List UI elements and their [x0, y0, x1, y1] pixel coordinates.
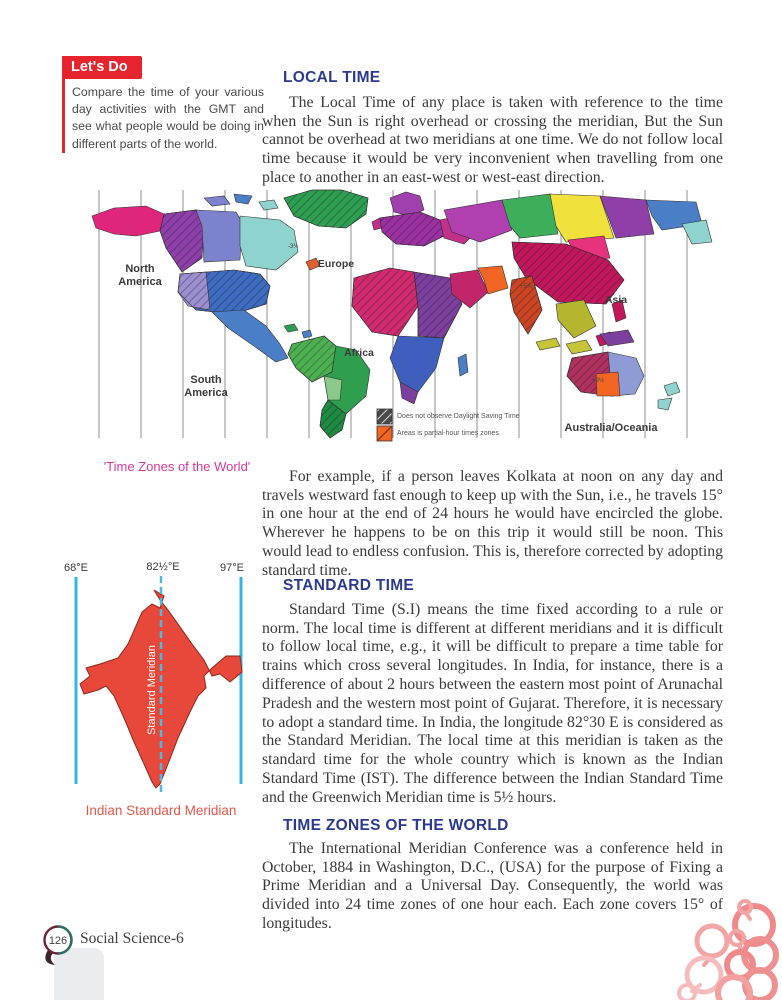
label-australia-oceania: Australia/Oceania — [564, 422, 658, 434]
lets-do-box — [62, 56, 264, 153]
label-south-america: South — [190, 374, 222, 386]
heading-time-zones: TIME ZONES OF THE WORLD — [283, 816, 509, 834]
legend-partial-hour-label: Areas is partial-hour times zones — [397, 430, 499, 437]
india-map-graphic — [56, 560, 252, 796]
page-number: 126 — [48, 935, 68, 947]
world-time-zones-map — [84, 186, 716, 452]
decorative-circles — [642, 893, 782, 1000]
legend-dst-swatch — [377, 409, 392, 424]
india-meridian-figure — [56, 560, 252, 818]
label-asia: Asia — [604, 294, 628, 306]
svg-text:America: America — [118, 276, 162, 288]
lets-do-title: Let's Do — [62, 56, 142, 79]
label-82half-e: 82½°E — [146, 561, 180, 573]
continent-shapes — [92, 190, 712, 438]
book-title: Social Science-6 — [80, 930, 184, 947]
page-number-badge — [40, 924, 76, 968]
para-time-zones: The International Meridian Conference was a conference held in October, 1884 in Washington, D.C., (USA) for the purpose of Fixing a Prime Meridian and a Universal Day. Consequently, the world was divided into 24 time zones of one hour each. Each zone covers 15° of longitudes. — [262, 839, 723, 932]
svg-text:-3½: -3½ — [288, 244, 299, 250]
label-97e: 97°E — [220, 562, 244, 574]
india-map-caption: Indian Standard Meridian — [85, 803, 237, 818]
svg-text:America: America — [184, 387, 228, 399]
label-africa: Africa — [344, 347, 374, 359]
heading-standard-time: STANDARD TIME — [283, 576, 415, 594]
para-standard-time: Standard Time (S.I) means the time fixed according to a rule or norm. The local time is different at different meridians and it is difficult to follow local time, e.g., it will be difficult to prepare a time table for trains which cross several longitudes. In India, for instance, there is a difference of about 2 hours between the eastern most point of Arunachal Pradesh and the western most point of Gujarat. Therefore, it is necessary to adopt a standard time. In India, the longitude 82°30 E is considered as the Standard Meridian. The local time at this meridian is taken as the standard time for the whole country which is known as the Indian Standard Time (IST). The difference between the Indian Standard Time and the Greenwich Meridian time is 5½ hours. — [262, 600, 723, 806]
world-map-graphic — [84, 186, 716, 452]
world-map-caption: 'Time Zones of the World' — [103, 459, 251, 474]
label-north-america: North — [125, 263, 155, 275]
label-68e: 68°E — [64, 562, 88, 574]
map-legend — [377, 409, 520, 441]
heading-local-time: LOCAL TIME — [283, 68, 381, 86]
svg-text:+9½: +9½ — [592, 378, 604, 384]
legend-dst-label: Does not observe Daylight Saving Time — [397, 413, 520, 420]
standard-meridian-label: Standard Meridian — [146, 645, 158, 735]
para-local-time: The Local Time of any place is taken with reference to the time when the Sun is right overhead or crossing the meridian, But the Sun cannot be overhead at two meridians at one time. We do not follow local time because it would be very inconvenient when travelling from one place to another in an east-west or west-east direction. — [262, 93, 723, 186]
lets-do-body: Compare the time of your various day activities with the GMT and see what people would be doing in different parts of the world. — [72, 85, 264, 151]
label-europe: Europe — [317, 258, 355, 270]
para-example: For example, if a person leaves Kolkata at noon on any day and travels westward fast enough to keep up with the Sun, i.e., he travels 15° in one hour at the end of 24 hours he would have encircled the globe. Wherever he happens to be on this trip it would still be noon. This would lead to endless confusion. This is, therefore corrected by adopting standard time. — [262, 467, 723, 579]
svg-text:+5¾: +5¾ — [520, 284, 532, 290]
